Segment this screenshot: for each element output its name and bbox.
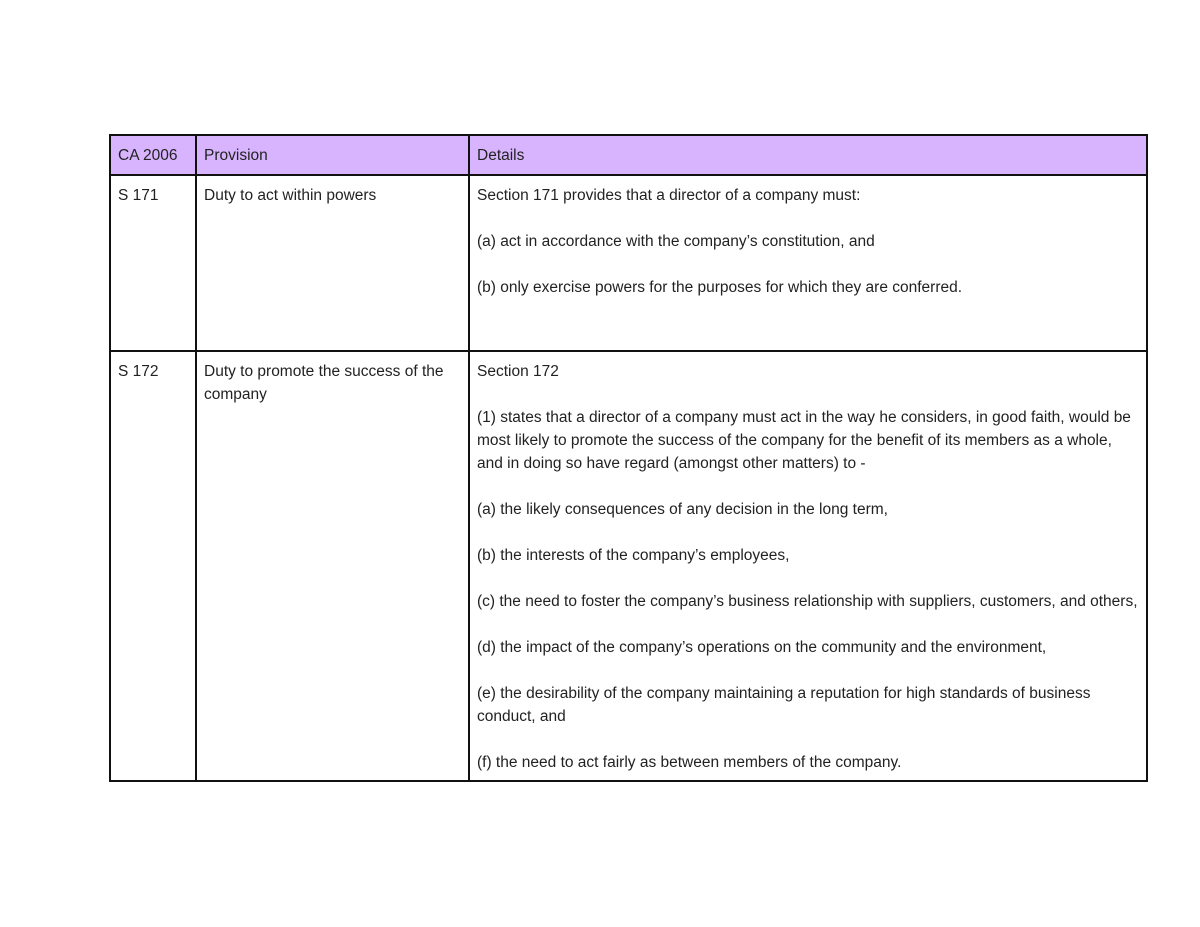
- detail-paragraph: (f) the need to act fairly as between members of the company.: [477, 754, 902, 771]
- detail-paragraph: (b) the interests of the company’s employees,: [477, 547, 790, 564]
- detail-paragraph: (d) the impact of the company’s operations on the community and the environment,: [477, 639, 1047, 656]
- table-header-row: [110, 135, 1147, 175]
- directors-duties-table: [109, 134, 1148, 782]
- detail-paragraph: (b) only exercise powers for the purposes for which they are conferred.: [477, 279, 963, 296]
- detail-paragraph: (c) the need to foster the company’s business relationship with suppliers, customers, and others,: [477, 593, 1138, 610]
- header-details: Details: [469, 135, 1147, 175]
- detail-paragraph: (a) the likely consequences of any decision in the long term,: [477, 501, 888, 518]
- table-row: [110, 351, 1147, 781]
- header-ca-2006: CA 2006: [110, 135, 196, 175]
- detail-paragraph: (1) states that a director of a company must act in the way he considers, in good faith, would be most likely to promote the success of the company for the benefit of its members as a whole, and in doing so have regard (amongst other matters) to -: [477, 409, 1131, 472]
- detail-paragraph: Section 171 provides that a director of a company must:: [477, 187, 861, 204]
- table-row: [110, 175, 1147, 351]
- provision-cell: Duty to act within powers: [196, 175, 469, 351]
- header-provision: Provision: [196, 135, 469, 175]
- details-cell: [469, 175, 1147, 351]
- details-cell: [469, 351, 1147, 781]
- detail-paragraph: (a) act in accordance with the company’s constitution, and: [477, 233, 875, 250]
- section-cell: S 171: [110, 175, 196, 351]
- detail-paragraph: Section 172: [477, 363, 559, 380]
- section-cell: S 172: [110, 351, 196, 781]
- detail-paragraph: (e) the desirability of the company maintaining a reputation for high standards of business conduct, and: [477, 685, 1091, 725]
- provision-cell: Duty to promote the success of the company: [196, 351, 469, 781]
